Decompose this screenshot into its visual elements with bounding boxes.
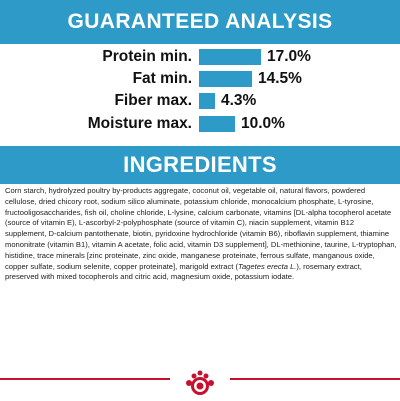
ingredients-title: INGREDIENTS [123, 152, 277, 177]
analysis-label: Moisture max. [87, 115, 192, 132]
analysis-bar [199, 116, 235, 132]
analysis-value: 14.5% [258, 70, 302, 87]
analysis-value: 4.3% [221, 92, 257, 109]
analysis-bar [199, 93, 215, 109]
ingredients-header [0, 146, 400, 184]
analysis-bar [199, 49, 261, 65]
analysis-label: Fat min. [132, 70, 192, 87]
analysis-row-fiber [0, 90, 400, 112]
ingredients-list: Corn starch, hydrolyzed poultry by-products aggregate, coconut oil, vegetable oil, natural flavors, powdered cellulose, dried chicory root, sodium silico aluminate, potassium chloride, monocalcium phosphate, L-tyrosine, fructooligosaccharides, fish oil, choline chloride, L-lysine, calcium carbonate, vitamins [DL-alpha tocopherol acetate (source of vitamin E), L-ascorbyl-2-polyphosphate (source of vitamin C), niacin supplement, vitamin B12 supplement, D-calcium pantothenate, biotin, pyridoxine hydrochloride (vitamin B6), riboflavin supplement, thiamine mononitrate (vitamin B1), vitamin A acetate, folic acid, vitamin D3 supplement], DL-methionine, taurine, L-tryptophan, histidine, trace minerals [zinc proteinate, zinc oxide, manganese proteinate, ferrous sulfate, manganous oxide, copper sulfate, sodium selenite, copper proteinate], marigold extract (Tagetes erecta L.), rosemary extract, preserved with mixed tocopherols and citric acid, magnesium oxide, potassium iodate. [5, 186, 397, 282]
guaranteed-analysis-header [0, 0, 400, 44]
analysis-bar [199, 71, 252, 87]
analysis-label: Fiber max. [114, 92, 192, 109]
analysis-row-moisture [0, 113, 400, 135]
analysis-label: Protein min. [102, 48, 192, 65]
royal-canin-crown-logo-icon [170, 366, 230, 396]
guaranteed-analysis-title: GUARANTEED ANALYSIS [67, 10, 333, 33]
analysis-row-protein [0, 46, 400, 68]
analysis-row-fat [0, 68, 400, 90]
analysis-value: 17.0% [267, 48, 311, 65]
analysis-value: 10.0% [241, 115, 285, 132]
